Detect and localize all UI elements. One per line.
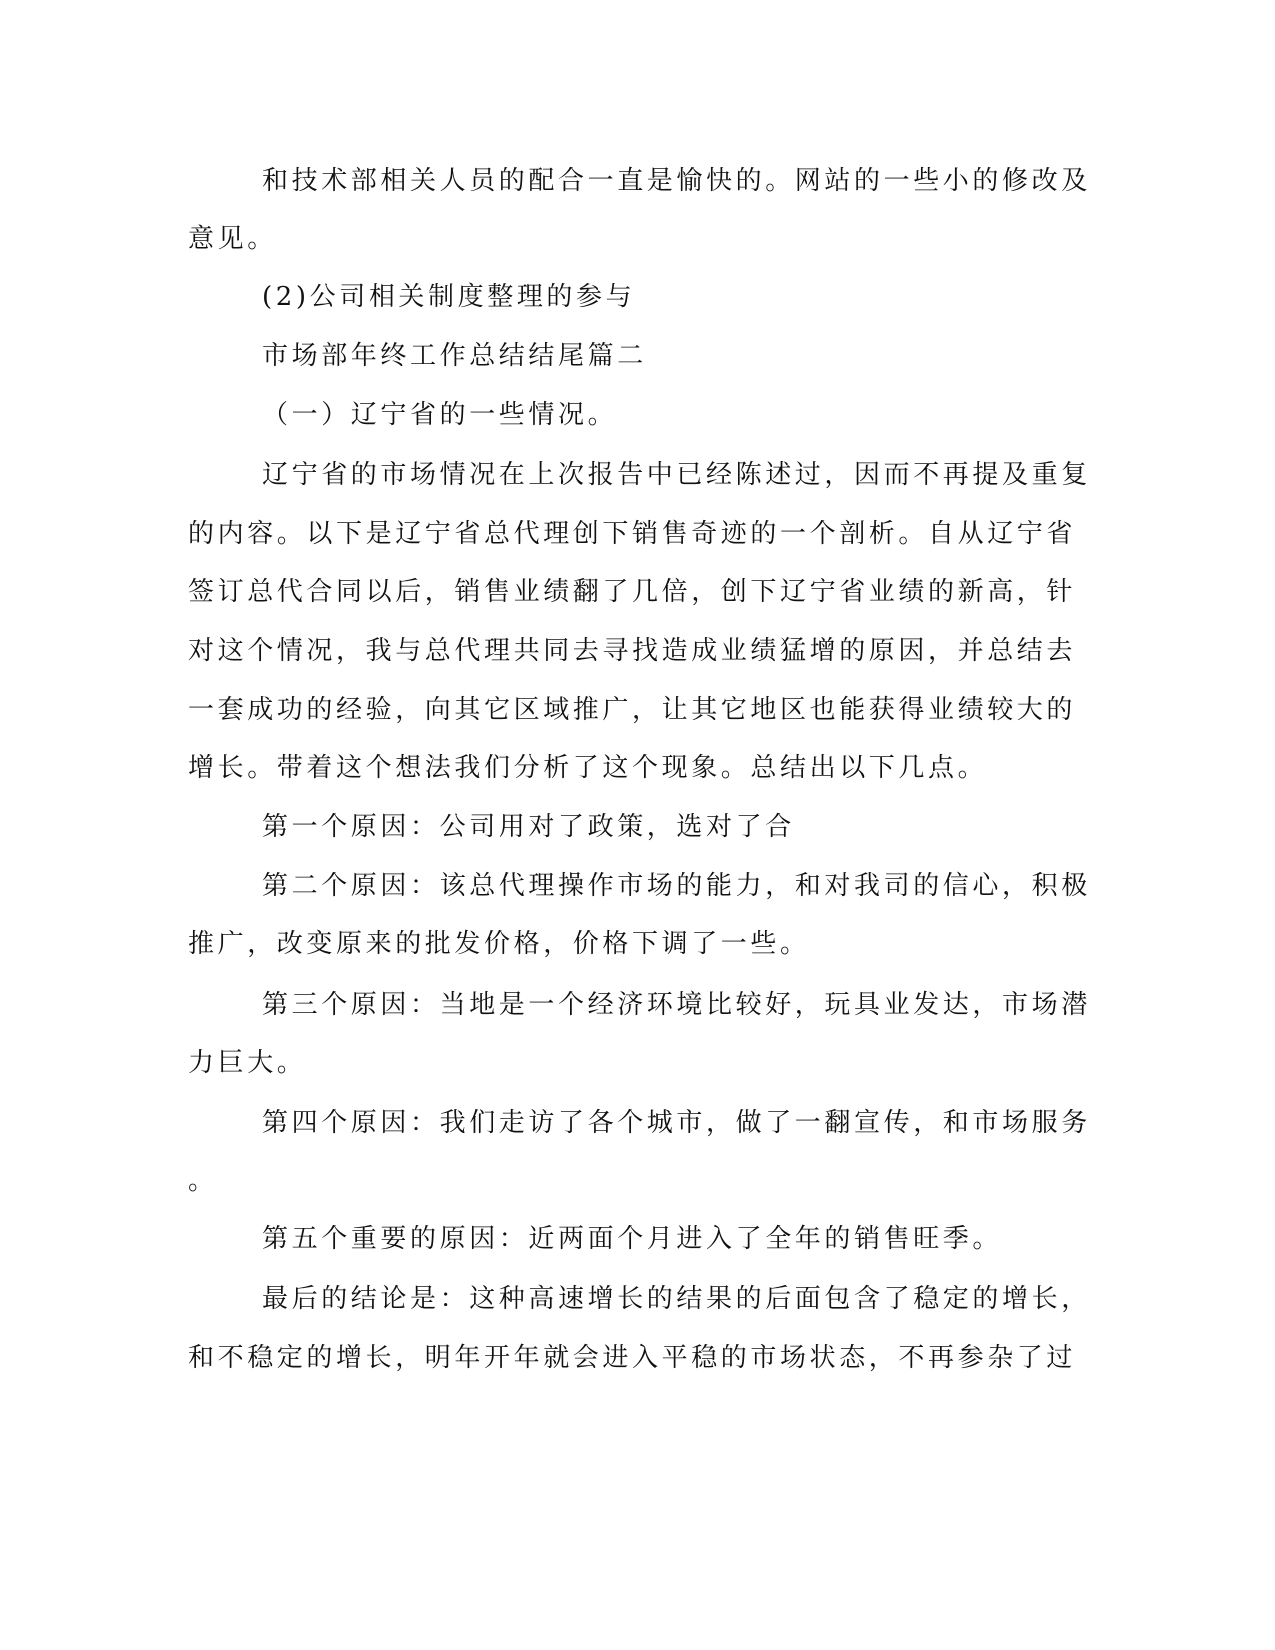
paragraph-line: 和技术部相关人员的配合一直是愉快的。网站的一些小的修改及 (262, 166, 1091, 196)
paragraph-line: 第二个原因：该总代理操作市场的能力，和对我司的信心，积极 (262, 871, 1091, 901)
paragraph-line: 力巨大。 (188, 1048, 307, 1078)
section-heading: (2)公司相关制度整理的参与 (262, 282, 636, 312)
paragraph-line: 第三个原因：当地是一个经济环境比较好，玩具业发达，市场潜 (262, 990, 1091, 1020)
paragraph-line: 对这个情况，我与总代理共同去寻找造成业绩猛增的原因，并总结去 (188, 636, 1077, 666)
subsection-heading: （一）辽宁省的一些情况。 (262, 400, 618, 430)
paragraph-line: 意见。 (188, 224, 277, 254)
article-title: 市场部年终工作总结结尾篇二 (262, 341, 647, 371)
paragraph-line: 第一个原因：公司用对了政策，选对了合 (262, 812, 795, 842)
paragraph-line: 辽宁省的市场情况在上次报告中已经陈述过，因而不再提及重复 (262, 460, 1091, 490)
paragraph-line: 和不稳定的增长，明年开年就会进入平稳的市场状态，不再参杂了过 (188, 1343, 1077, 1373)
paragraph-line: 推广，改变原来的批发价格，价格下调了一些。 (188, 929, 810, 959)
paragraph-line: 最后的结论是：这种高速增长的结果的后面包含了稳定的增长， (262, 1284, 1091, 1314)
paragraph-line: 的内容。以下是辽宁省总代理创下销售奇迹的一个剖析。自从辽宁省 (188, 519, 1077, 549)
paragraph-line: 一套成功的经验，向其它区域推广，让其它地区也能获得业绩较大的 (188, 695, 1077, 725)
paragraph-line: 增长。带着这个想法我们分析了这个现象。总结出以下几点。 (188, 753, 988, 783)
paragraph-line: 第四个原因：我们走访了各个城市，做了一翻宣传，和市场服务 (262, 1108, 1091, 1138)
paragraph-line: 签订总代合同以后，销售业绩翻了几倍，创下辽宁省业绩的新高，针 (188, 577, 1077, 607)
paragraph-line: 第五个重要的原因：近两面个月进入了全年的销售旺季。 (262, 1224, 1003, 1254)
paragraph-line: 。 (188, 1166, 218, 1196)
